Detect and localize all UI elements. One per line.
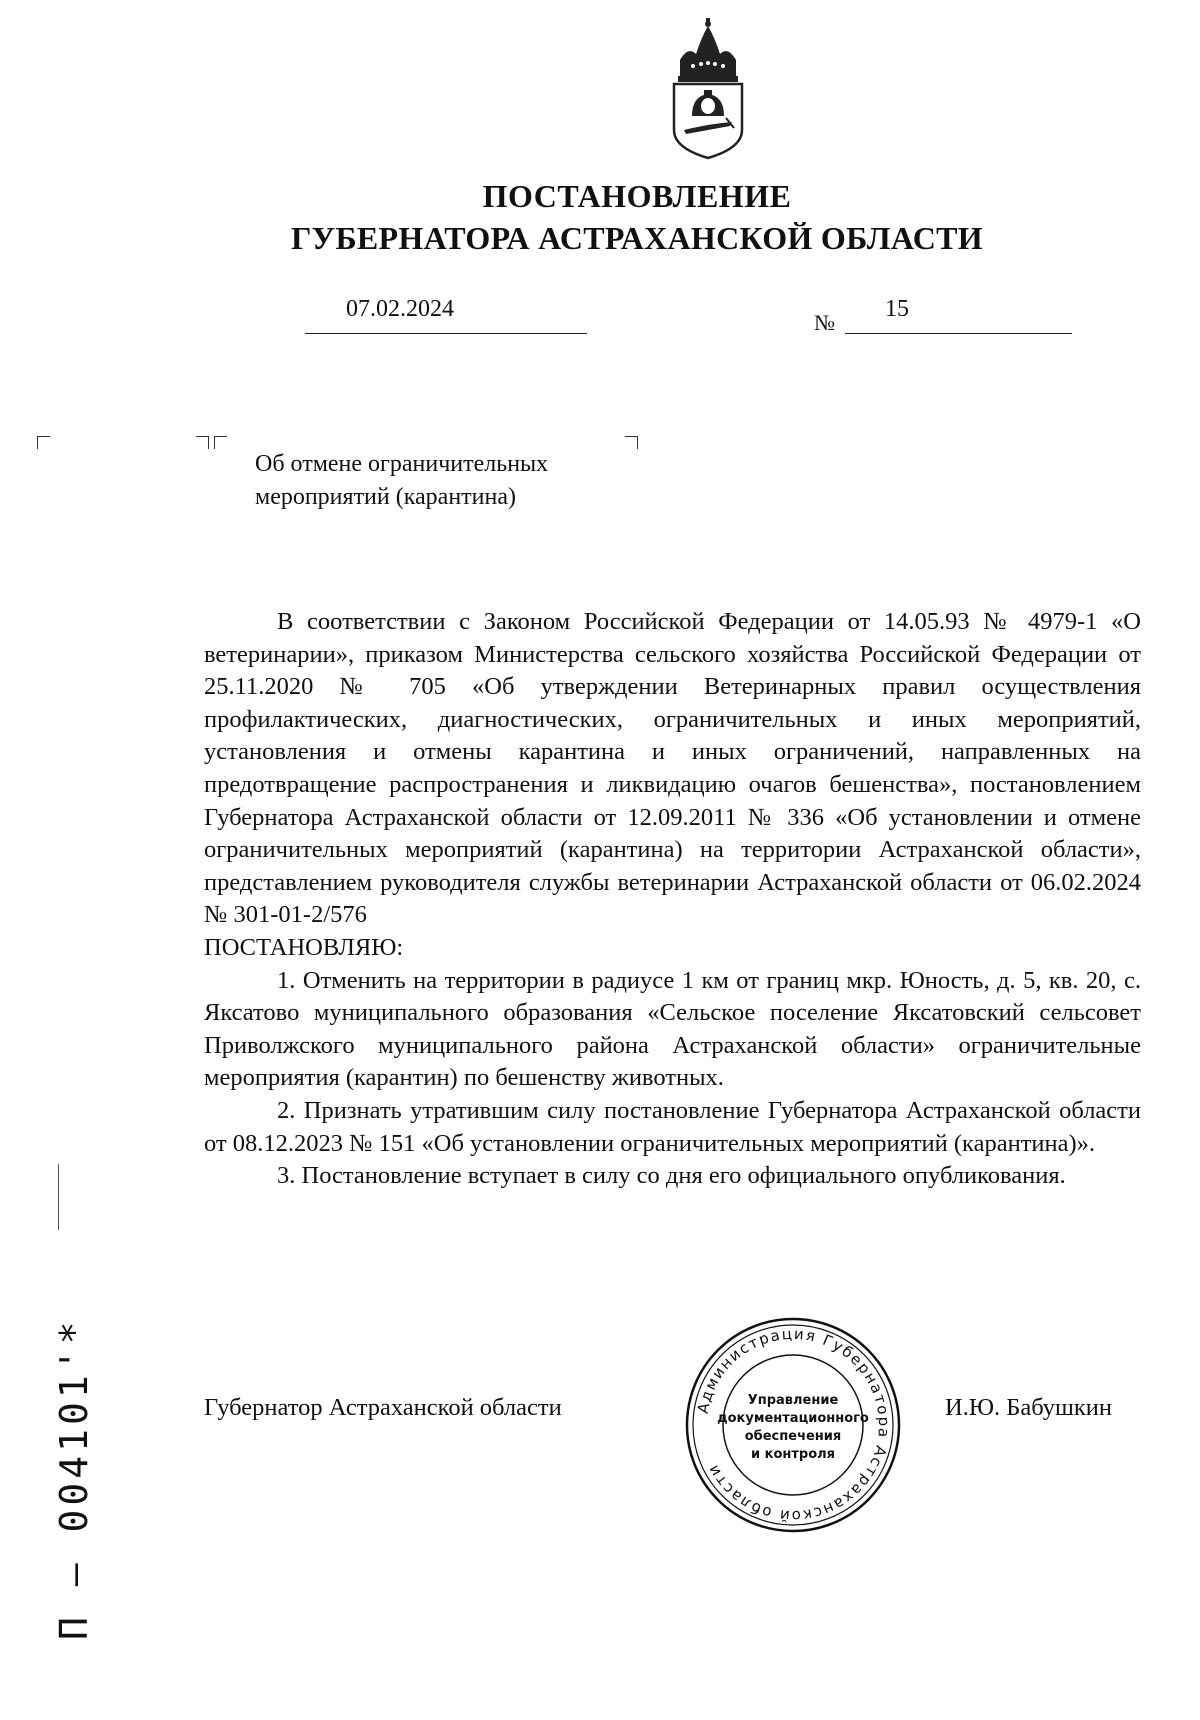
corner-bracket-icon [37, 436, 50, 449]
document-issuer: ГУБЕРНАТОРА АСТРАХАНСКОЙ ОБЛАСТИ [291, 220, 983, 256]
subject-line: Об отмене ограничительных [255, 451, 549, 477]
corner-bracket-icon [196, 436, 209, 449]
margin-mark [58, 1164, 59, 1230]
registration-mark: П – 004101'* [52, 1317, 96, 1640]
number-sign: № [814, 310, 835, 335]
document-body [204, 606, 1141, 1193]
decree-item: 1. Отменить на территории в радиусе 1 км от границ мкр. Юность, д. 5, кв. 20, с. Яксатово муниципального образования «Сельское поселение Яксатовский сельсовет Приволжского муниципального района Астраханской области» ограничительные мероприятия (карантин) по бешенству животных. [204, 966, 1141, 1092]
document-title: ПОСТАНОВЛЕНИЕ [482, 178, 792, 214]
date-underline [305, 333, 587, 334]
number-underline [845, 333, 1072, 334]
coat-of-arms-emblem [658, 18, 758, 166]
preamble-tail: № 301-01-2/576 [204, 901, 367, 929]
stamp-inner-text: Управление [747, 1393, 839, 1408]
corner-bracket-icon [214, 436, 227, 449]
stamp-inner-text: и контроля [750, 1447, 836, 1462]
signatory-position: Губернатор Астраханской области [204, 1394, 562, 1421]
decree-item: 2. Признать утратившим силу постановление Губернатора Астраханской области от 08.12.2023 № 151 «Об установлении ограничительных мероприятий (карантина)». [204, 1096, 1141, 1157]
stamp-inner-text: обеспечения [744, 1429, 842, 1444]
stamp-inner-text: документационного [717, 1411, 869, 1426]
document-number: 15 [885, 296, 909, 322]
preamble-paragraph: В соответствии с Законом Российской Федерации от 14.05.93 № 4979-1 «О ветеринарии», приказом Министерства сельского хозяйства Российской Федерации от 25.11.2020 № 705 «Об утверждении Ветеринарных правил осуществления профилактических, диагностических, ограничительных и иных мероприятий, установления и отмены карантина и иных ограничений, направленных на предотвращение распространения и ликвидацию очагов бешенства», постановлением Губернатора Астраханской области от 12.09.2011 № 336 «Об установлении и отмене ограничительных мероприятий (карантина) на территории Астраханской области», представлением руководителя службы ветеринарии Астраханской области от 06.02.2024 [204, 608, 1141, 896]
stamp-outer-text: Администрация Губернатора Астраханской области [693, 1324, 894, 1526]
document-date: 07.02.2024 [346, 296, 454, 322]
decree-item: 3. Постановление вступает в силу со дня его официального опубликования. [277, 1162, 1066, 1190]
signatory-name: И.Ю. Бабушкин [945, 1394, 1112, 1421]
document-subject [255, 448, 635, 514]
official-stamp [682, 1314, 904, 1536]
subject-line: мероприятий (карантина) [255, 484, 516, 510]
decree-word: ПОСТАНОВЛЯЮ: [204, 933, 404, 961]
